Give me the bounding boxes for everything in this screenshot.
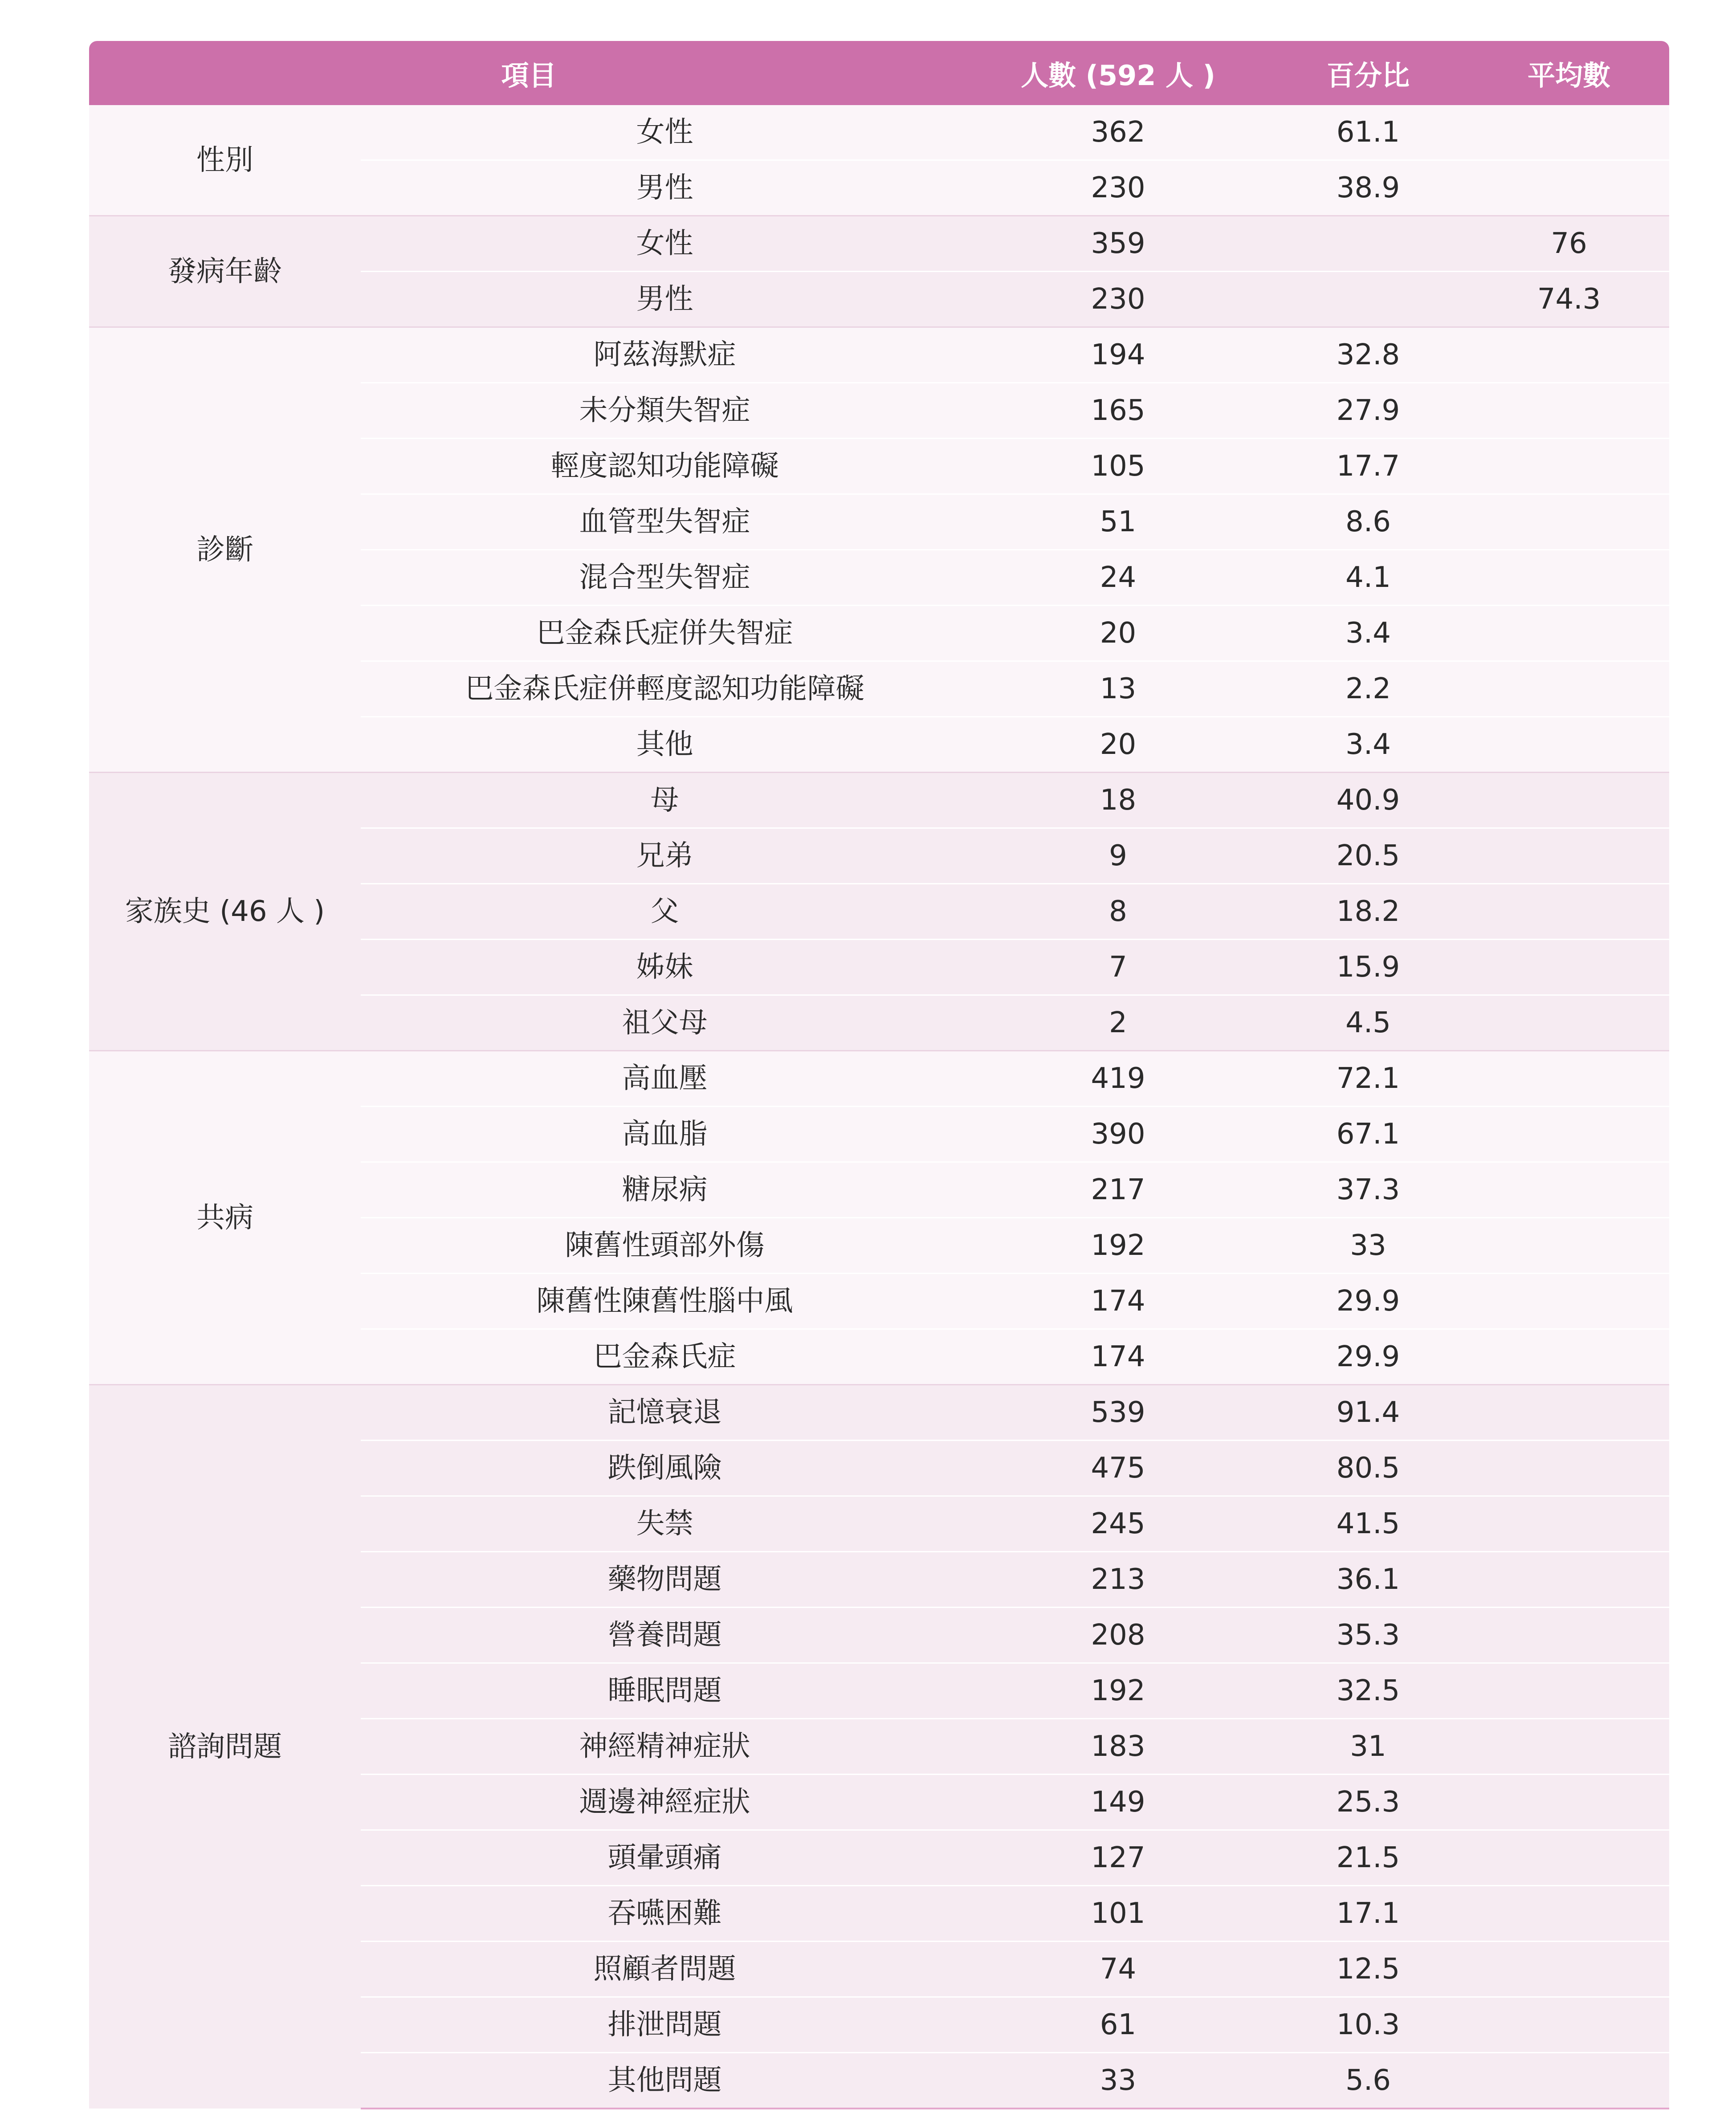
count-cell: 149 [969, 1775, 1267, 1830]
item-cell: 其他 [361, 717, 969, 773]
average-cell [1469, 773, 1669, 828]
item-cell: 兄弟 [361, 828, 969, 884]
average-cell [1469, 884, 1669, 940]
percent-cell: 4.1 [1267, 550, 1469, 606]
count-cell: 8 [969, 884, 1267, 940]
header-average: 平均數 [1469, 41, 1669, 105]
average-cell [1469, 327, 1669, 383]
count-cell: 217 [969, 1162, 1267, 1218]
count-cell: 183 [969, 1719, 1267, 1775]
table-row [89, 216, 1669, 272]
item-cell: 祖父母 [361, 995, 969, 1051]
statistics-table [89, 41, 1669, 2109]
average-cell [1469, 1218, 1669, 1274]
average-cell [1469, 1608, 1669, 1663]
percent-cell: 37.3 [1267, 1162, 1469, 1218]
count-cell: 539 [969, 1385, 1267, 1441]
category-cell: 診斷 [89, 327, 361, 773]
count-cell: 174 [969, 1274, 1267, 1329]
header-item: 項目 [89, 41, 969, 105]
average-cell [1469, 1886, 1669, 1942]
table-row [89, 773, 1669, 828]
percent-cell: 3.4 [1267, 606, 1469, 661]
percent-cell [1267, 216, 1469, 272]
average-cell [1469, 1830, 1669, 1886]
table-row [89, 1051, 1669, 1107]
item-cell: 男性 [361, 272, 969, 327]
average-cell [1469, 383, 1669, 439]
item-cell: 營養問題 [361, 1608, 969, 1663]
item-cell: 男性 [361, 160, 969, 216]
category-cell: 諮詢問題 [89, 1385, 361, 2109]
percent-cell: 32.8 [1267, 327, 1469, 383]
item-cell: 跌倒風險 [361, 1441, 969, 1496]
count-cell: 2 [969, 995, 1267, 1051]
average-cell [1469, 550, 1669, 606]
percent-cell: 4.5 [1267, 995, 1469, 1051]
average-cell [1469, 606, 1669, 661]
count-cell: 475 [969, 1441, 1267, 1496]
table-group [89, 773, 1669, 1051]
average-cell [1469, 1775, 1669, 1830]
average-cell [1469, 1162, 1669, 1218]
item-cell: 父 [361, 884, 969, 940]
item-cell: 睡眠問題 [361, 1663, 969, 1719]
count-cell: 208 [969, 1608, 1267, 1663]
percent-cell: 10.3 [1267, 1997, 1469, 2053]
count-cell: 245 [969, 1496, 1267, 1552]
average-cell [1469, 494, 1669, 550]
average-cell [1469, 1942, 1669, 1997]
count-cell: 24 [969, 550, 1267, 606]
item-cell: 神經精神症狀 [361, 1719, 969, 1775]
percent-cell: 12.5 [1267, 1942, 1469, 1997]
average-cell: 76 [1469, 216, 1669, 272]
percent-cell: 61.1 [1267, 105, 1469, 160]
table-row [89, 105, 1669, 160]
average-cell [1469, 661, 1669, 717]
header-percent: 百分比 [1267, 41, 1469, 105]
item-cell: 巴金森氏症併輕度認知功能障礙 [361, 661, 969, 717]
table-row [89, 327, 1669, 383]
item-cell: 未分類失智症 [361, 383, 969, 439]
table-header [89, 41, 1669, 105]
item-cell: 陳舊性陳舊性腦中風 [361, 1274, 969, 1329]
percent-cell: 25.3 [1267, 1775, 1469, 1830]
statistics-table-container [89, 41, 1669, 2109]
percent-cell: 91.4 [1267, 1385, 1469, 1441]
average-cell [1469, 1385, 1669, 1441]
average-cell [1469, 439, 1669, 494]
count-cell: 18 [969, 773, 1267, 828]
average-cell [1469, 995, 1669, 1051]
count-cell: 20 [969, 606, 1267, 661]
item-cell: 排泄問題 [361, 1997, 969, 2053]
category-cell: 共病 [89, 1051, 361, 1385]
item-cell: 頭暈頭痛 [361, 1830, 969, 1886]
count-cell: 419 [969, 1051, 1267, 1107]
percent-cell: 80.5 [1267, 1441, 1469, 1496]
item-cell: 週邊神經症狀 [361, 1775, 969, 1830]
table-row [89, 1385, 1669, 1441]
count-cell: 213 [969, 1552, 1267, 1608]
count-cell: 192 [969, 1218, 1267, 1274]
item-cell: 巴金森氏症 [361, 1329, 969, 1385]
category-cell: 發病年齡 [89, 216, 361, 327]
percent-cell: 32.5 [1267, 1663, 1469, 1719]
percent-cell: 40.9 [1267, 773, 1469, 828]
percent-cell: 21.5 [1267, 1830, 1469, 1886]
average-cell [1469, 1274, 1669, 1329]
item-cell: 母 [361, 773, 969, 828]
average-cell [1469, 1051, 1669, 1107]
average-cell [1469, 1107, 1669, 1162]
count-cell: 192 [969, 1663, 1267, 1719]
count-cell: 9 [969, 828, 1267, 884]
table-group [89, 216, 1669, 327]
average-cell: 74.3 [1469, 272, 1669, 327]
header-count: 人數 (592 人 ) [969, 41, 1267, 105]
count-cell: 127 [969, 1830, 1267, 1886]
item-cell: 糖尿病 [361, 1162, 969, 1218]
count-cell: 359 [969, 216, 1267, 272]
item-cell: 其他問題 [361, 2053, 969, 2109]
count-cell: 101 [969, 1886, 1267, 1942]
count-cell: 20 [969, 717, 1267, 773]
category-cell: 性別 [89, 105, 361, 216]
percent-cell: 67.1 [1267, 1107, 1469, 1162]
table-group [89, 1051, 1669, 1385]
percent-cell: 17.1 [1267, 1886, 1469, 1942]
average-cell [1469, 1997, 1669, 2053]
percent-cell: 15.9 [1267, 940, 1469, 995]
table-group [89, 105, 1669, 216]
count-cell: 61 [969, 1997, 1267, 2053]
item-cell: 照顧者問題 [361, 1942, 969, 1997]
count-cell: 105 [969, 439, 1267, 494]
percent-cell: 3.4 [1267, 717, 1469, 773]
average-cell [1469, 940, 1669, 995]
percent-cell: 38.9 [1267, 160, 1469, 216]
percent-cell: 33 [1267, 1218, 1469, 1274]
item-cell: 阿茲海默症 [361, 327, 969, 383]
percent-cell: 18.2 [1267, 884, 1469, 940]
count-cell: 230 [969, 160, 1267, 216]
item-cell: 失禁 [361, 1496, 969, 1552]
percent-cell: 29.9 [1267, 1329, 1469, 1385]
average-cell [1469, 1663, 1669, 1719]
count-cell: 7 [969, 940, 1267, 995]
count-cell: 51 [969, 494, 1267, 550]
item-cell: 記憶衰退 [361, 1385, 969, 1441]
average-cell [1469, 105, 1669, 160]
percent-cell: 20.5 [1267, 828, 1469, 884]
percent-cell: 41.5 [1267, 1496, 1469, 1552]
count-cell: 194 [969, 327, 1267, 383]
count-cell: 13 [969, 661, 1267, 717]
percent-cell: 72.1 [1267, 1051, 1469, 1107]
table-group [89, 1385, 1669, 2109]
item-cell: 陳舊性頭部外傷 [361, 1218, 969, 1274]
average-cell [1469, 1329, 1669, 1385]
average-cell [1469, 1441, 1669, 1496]
percent-cell: 27.9 [1267, 383, 1469, 439]
item-cell: 姊妹 [361, 940, 969, 995]
item-cell: 輕度認知功能障礙 [361, 439, 969, 494]
item-cell: 高血壓 [361, 1051, 969, 1107]
count-cell: 74 [969, 1942, 1267, 1997]
average-cell [1469, 2053, 1669, 2109]
percent-cell: 31 [1267, 1719, 1469, 1775]
percent-cell: 35.3 [1267, 1608, 1469, 1663]
percent-cell: 29.9 [1267, 1274, 1469, 1329]
count-cell: 33 [969, 2053, 1267, 2109]
percent-cell [1267, 272, 1469, 327]
count-cell: 230 [969, 272, 1267, 327]
percent-cell: 8.6 [1267, 494, 1469, 550]
item-cell: 混合型失智症 [361, 550, 969, 606]
average-cell [1469, 717, 1669, 773]
item-cell: 藥物問題 [361, 1552, 969, 1608]
item-cell: 女性 [361, 216, 969, 272]
table-group [89, 327, 1669, 773]
average-cell [1469, 1719, 1669, 1775]
count-cell: 362 [969, 105, 1267, 160]
percent-cell: 36.1 [1267, 1552, 1469, 1608]
average-cell [1469, 828, 1669, 884]
item-cell: 女性 [361, 105, 969, 160]
count-cell: 390 [969, 1107, 1267, 1162]
average-cell [1469, 160, 1669, 216]
percent-cell: 17.7 [1267, 439, 1469, 494]
average-cell [1469, 1552, 1669, 1608]
item-cell: 巴金森氏症併失智症 [361, 606, 969, 661]
category-cell: 家族史 (46 人 ) [89, 773, 361, 1051]
percent-cell: 5.6 [1267, 2053, 1469, 2109]
header-row [89, 41, 1669, 105]
item-cell: 高血脂 [361, 1107, 969, 1162]
item-cell: 吞嚥困難 [361, 1886, 969, 1942]
item-cell: 血管型失智症 [361, 494, 969, 550]
percent-cell: 2.2 [1267, 661, 1469, 717]
count-cell: 165 [969, 383, 1267, 439]
average-cell [1469, 1496, 1669, 1552]
count-cell: 174 [969, 1329, 1267, 1385]
